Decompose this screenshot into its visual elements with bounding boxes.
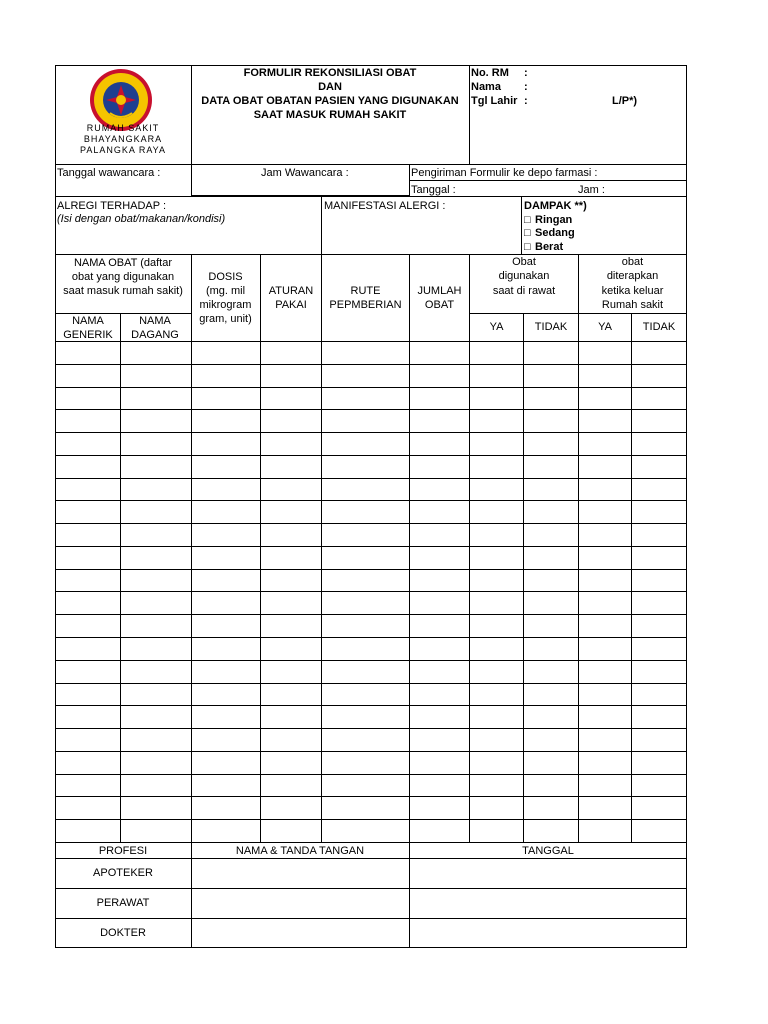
- impact-severe-label: Berat: [535, 241, 564, 253]
- grid-line: [409, 164, 410, 196]
- discharge-header-2: diterapkan: [606, 270, 659, 282]
- send-date-label: Tanggal :: [411, 184, 456, 196]
- impact-moderate-label: Sedang: [535, 227, 575, 239]
- grid-line: [523, 313, 524, 842]
- impact-moderate-checkbox[interactable]: □: [524, 227, 531, 239]
- grid-line: [55, 614, 686, 615]
- gender-label: L/P*): [612, 95, 638, 107]
- discharge-header-1: obat: [621, 256, 644, 268]
- grid-line: [55, 751, 686, 752]
- grid-line: [55, 728, 686, 729]
- interview-time-label: Jam Wawancara :: [261, 167, 349, 179]
- grid-line: [191, 254, 192, 842]
- grid-line: [55, 478, 686, 479]
- logo-center-dot: [116, 95, 126, 105]
- grid-line: [55, 387, 686, 388]
- grid-line: [55, 858, 686, 859]
- drug-name-header-2: obat yang digunakan: [71, 271, 175, 283]
- tgl-lahir-colon: :: [524, 95, 528, 107]
- grid-line: [55, 591, 686, 592]
- profession-header: PROFESI: [98, 845, 148, 857]
- grid-line: [321, 196, 322, 254]
- grid-line: [55, 569, 686, 570]
- grid-line: [55, 705, 686, 706]
- brand-name-header-1: NAMA: [139, 315, 171, 327]
- name-signature-header: NAMA & TANDA TANGAN: [235, 845, 365, 857]
- nama-colon: :: [524, 81, 528, 93]
- grid-line: [55, 683, 686, 684]
- grid-line: [120, 313, 121, 842]
- grid-line: [55, 660, 686, 661]
- dose-header-2: (mg. mil: [205, 285, 246, 297]
- discharge-header-4: Rumah sakit: [601, 299, 664, 311]
- role-pharmacist: APOTEKER: [93, 867, 153, 879]
- grid-line: [469, 254, 470, 842]
- grid-line: [55, 455, 686, 456]
- impact-mild-checkbox[interactable]: □: [524, 214, 531, 226]
- grid-line: [55, 500, 686, 501]
- tgl-lahir-label: Tgl Lahir: [471, 95, 518, 107]
- drug-name-header-1: NAMA OBAT (daftar: [73, 257, 172, 269]
- hospital-name-3: PALANGKA RAYA: [79, 145, 167, 155]
- grid-line: [578, 254, 579, 842]
- dose-header-3: mikrogram: [199, 299, 252, 311]
- grid-line: [191, 164, 192, 196]
- allergy-note: (Isi dengan obat/makanan/kondisi): [57, 213, 226, 225]
- no-rm-colon: :: [524, 67, 528, 79]
- signature-date-header: TANGGAL: [522, 845, 574, 857]
- grid-line: [55, 364, 686, 365]
- grid-line: [55, 842, 686, 843]
- grid-line: [55, 918, 686, 919]
- generic-name-header-1: NAMA: [72, 315, 104, 327]
- care-no-header: TIDAK: [534, 321, 568, 333]
- drug-name-header-3: saat masuk rumah sakit): [63, 285, 183, 297]
- hospital-name-1: RUMAH SAKIT: [86, 123, 160, 133]
- no-rm-label: No. RM: [471, 67, 509, 79]
- generic-name-header-2: GENERIK: [63, 329, 113, 341]
- allergy-manifestation-label: MANIFESTASI ALERGI :: [324, 200, 446, 212]
- care-yes-header: YA: [489, 321, 504, 333]
- allergy-label: ALREGI TERHADAP :: [57, 200, 167, 212]
- quantity-header-2: OBAT: [424, 299, 455, 311]
- form-title-1: FORMULIR REKONSILIASI OBAT: [243, 67, 417, 79]
- grid-line: [55, 546, 686, 547]
- quantity-header-1: JUMLAH: [417, 285, 462, 297]
- discharge-yes-header: YA: [598, 321, 612, 333]
- impact-severe-checkbox[interactable]: □: [524, 241, 531, 253]
- discharge-no-header: TIDAK: [642, 321, 676, 333]
- role-nurse: PERAWAT: [96, 897, 150, 909]
- hospital-name-2: BHAYANGKARA: [83, 134, 163, 144]
- grid-line: [55, 164, 686, 165]
- pharmacy-send-label: Pengiriman Formulir ke depo farmasi :: [411, 167, 598, 179]
- usage-rule-header-2: PAKAI: [275, 299, 307, 311]
- grid-line: [55, 523, 686, 524]
- discharge-header-3: ketika keluar: [601, 285, 664, 297]
- nama-label: Nama: [471, 81, 501, 93]
- role-doctor: DOKTER: [100, 927, 146, 939]
- grid-line: [469, 65, 470, 164]
- impact-label: DAMPAK **): [524, 200, 587, 212]
- interview-date-label: Tanggal wawancara :: [57, 167, 161, 179]
- brand-name-header-2: DAGANG: [131, 329, 179, 341]
- send-time-label: Jam :: [578, 184, 605, 196]
- form-frame: [55, 65, 687, 948]
- used-in-care-header-1: Obat: [512, 256, 536, 268]
- grid-line: [409, 254, 410, 842]
- grid-line: [55, 819, 686, 820]
- grid-line: [55, 774, 686, 775]
- used-in-care-header-3: saat di rawat: [492, 285, 556, 297]
- impact-mild-label: Ringan: [535, 214, 573, 226]
- used-in-care-header-2: digunakan: [498, 270, 550, 282]
- dose-header-1: DOSIS: [208, 271, 243, 283]
- form-title-3: DATA OBAT OBATAN PASIEN YANG DIGUNAKAN: [201, 95, 459, 107]
- dose-header-4: gram, unit): [199, 313, 252, 325]
- grid-line: [55, 888, 686, 889]
- form-title-2: DAN: [318, 81, 342, 93]
- route-header-2: PEPMBERIAN: [329, 299, 402, 311]
- grid-line: [521, 196, 522, 254]
- grid-line: [631, 313, 632, 842]
- route-header-1: RUTE: [350, 285, 381, 297]
- grid-line: [55, 432, 686, 433]
- grid-line: [55, 409, 686, 410]
- grid-line: [55, 796, 686, 797]
- grid-line: [321, 254, 322, 842]
- grid-line: [260, 254, 261, 842]
- grid-line: [55, 637, 686, 638]
- form-title-4: SAAT MASUK RUMAH SAKIT: [253, 109, 407, 121]
- grid-line: [409, 180, 686, 181]
- usage-rule-header-1: ATURAN: [268, 285, 314, 297]
